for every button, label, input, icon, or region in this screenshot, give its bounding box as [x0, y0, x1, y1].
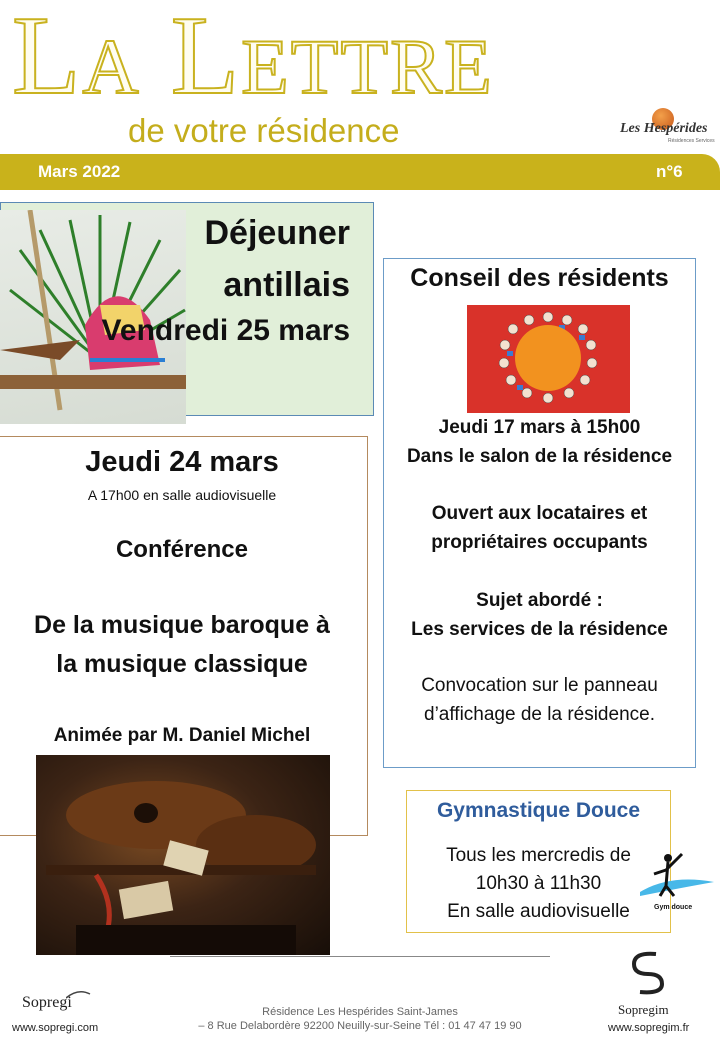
residents-circle-illustration: [467, 305, 630, 413]
footer-divider: [170, 956, 550, 957]
sopregim-s-icon: [620, 948, 676, 996]
dejeuner-title-line1: Déjeuner: [204, 214, 350, 252]
dejeuner-title-line2: antillais: [223, 266, 350, 304]
conseil-title: Conseil des résidents: [410, 264, 669, 292]
gym-line1: Tous les mercredis de: [446, 845, 631, 866]
dejeuner-date: Vendredi 25 mars: [101, 314, 350, 347]
gym-line2: 10h30 à 11h30: [475, 873, 602, 894]
sopregim-url[interactable]: www.sopregim.fr: [608, 1022, 690, 1034]
sopregi-swoosh-icon: [66, 988, 136, 1000]
conference-date: Jeudi 24 mars: [85, 446, 279, 478]
gym-title: Gymnastique Douce: [436, 799, 641, 822]
conference-topic-line1: De la musique baroque à: [34, 611, 330, 639]
conseil-place: Dans le salon de la résidence: [406, 446, 673, 467]
conference-speaker: Animée par M. Daniel Michel: [53, 725, 311, 746]
conference-time-place: A 17h00 en salle audiovisuelle: [87, 487, 277, 503]
newsletter-title: La Lettre: [12, 0, 494, 118]
conference-type: Conférence: [115, 536, 249, 563]
sopregi-brand: Sopregi: [22, 994, 72, 1011]
sopregi-url[interactable]: www.sopregi.com: [12, 1022, 99, 1034]
sopregim-logo: [620, 948, 676, 996]
hesperides-logo: [620, 108, 720, 148]
sopregi-logo: [22, 994, 72, 1012]
footer-address-line2: – 8 Rue Delabordère 92200 Neuilly-sur-Seine Tél : 01 47 47 19 90: [198, 1020, 522, 1032]
gym-douce-logo: [640, 848, 716, 918]
conference-topic-line2: la musique classique: [56, 650, 308, 678]
newsletter-subtitle: de votre résidence: [128, 112, 400, 149]
brand-name: Les Hespérides: [620, 121, 708, 136]
sopregim-brand: Sopregim: [618, 1002, 669, 1017]
gym-logo-text: Gym douce: [654, 904, 693, 911]
footer-address-line1: Résidence Les Hespérides Saint-James: [262, 1006, 458, 1018]
conseil-open-line1: Ouvert aux locataires et: [431, 503, 648, 524]
conseil-subject: Les services de la résidence: [411, 619, 668, 640]
stretching-figure-icon: [640, 848, 716, 904]
conseil-open-line2: propriétaires occupants: [431, 532, 648, 553]
conseil-date-time: Jeudi 17 mars à 15h00: [438, 417, 641, 438]
conseil-subject-label: Sujet abordé :: [476, 590, 603, 611]
issue-number: n°6: [656, 162, 683, 181]
conseil-convocation-line1: Convocation sur le panneau: [421, 675, 658, 696]
brand-tag: Résidences Services: [668, 138, 715, 144]
gym-line3: En salle audiovisuelle: [447, 901, 630, 922]
conseil-convocation-line2: d’affichage de la résidence.: [424, 704, 655, 725]
baroque-instruments-painting: [36, 755, 330, 955]
issue-date: Mars 2022: [38, 162, 121, 181]
